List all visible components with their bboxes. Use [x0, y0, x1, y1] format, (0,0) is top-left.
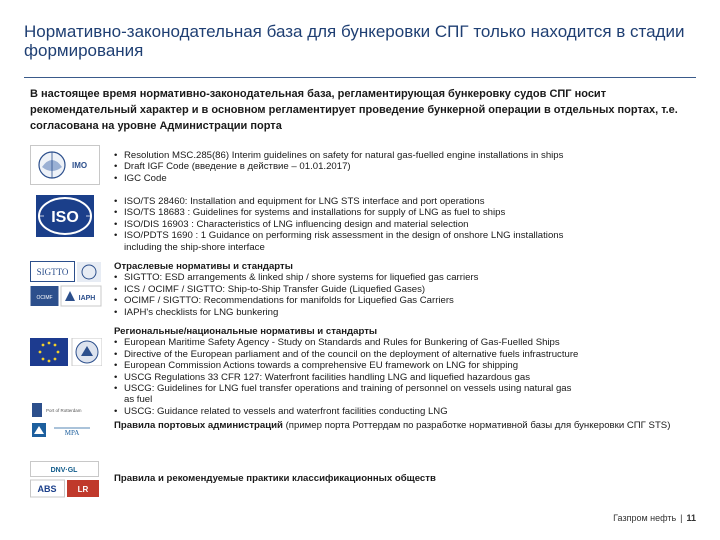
list-item: • IAPH's checklists for LNG bunkering [114, 307, 700, 318]
list-item: • Directive of the European parliament and of the council on the deployment of alternative fuels infrastructure [114, 349, 700, 360]
ports-section [30, 401, 700, 447]
list-item: • Resolution MSC.285(86) Interim guidelines on safety for natural gas-fuelled engine installations in ships [114, 150, 700, 161]
iso-list [114, 196, 700, 253]
list-item: • ISO/PDTS 1690 : 1 Guidance on performing risk assessment in the design of onshore LNG installations [114, 230, 700, 241]
list-item: • ISO/TS 28460: Installation and equipment for LNG STS interface and port operations [114, 196, 700, 207]
list-item: • IGC Code [114, 173, 700, 184]
class-logos [30, 461, 102, 499]
ports-heading: Правила портовых администраций [114, 420, 283, 431]
class-section [30, 461, 700, 501]
dnvgl-logo-label: DNV·GL [50, 467, 78, 474]
mpa-logo-label: MPA [64, 429, 80, 437]
imo-text [114, 150, 700, 184]
industry-heading: Отраслевые нормативы и стандарты [114, 261, 293, 272]
ports-text [114, 420, 700, 431]
imo-section [30, 145, 700, 191]
list-item: • ICS / OCIMF / SIGTTO: Ship-to-Ship Transfer Guide (Liquefied Gases) [114, 284, 700, 295]
sigtto-logo-label: SIGTTO [36, 267, 69, 277]
list-item-continuation: as fuel [124, 394, 153, 406]
list-item-continuation: including the ship-shore interface [124, 241, 265, 253]
iso-text [114, 196, 700, 253]
imo-logo-label: IMO [72, 161, 88, 170]
lr-logo-label: LR [77, 485, 89, 494]
iso-logo-label: ISO [51, 209, 79, 226]
ports-paragraph [114, 420, 700, 431]
list-item: • ISO/DIS 16903 : Characteristics of LNG influencing design and material selection [114, 219, 700, 230]
rotterdam-logo-label: Port of Rotterdam [46, 408, 82, 413]
iaph-logo-label: IAPH [78, 295, 96, 302]
list-item: • SIGTTO: ESD arrangements & linked ship / shore systems for liquefied gas carriers [114, 272, 700, 283]
imo-list [114, 150, 700, 184]
list-item: • European Commission Actions towards a comprehensive EU framework on LNG for shipping [114, 360, 700, 371]
iso-logo [30, 194, 100, 238]
page-title: Нормативно-законодательная база для бункеровки СПГ только находится в стадии формирования [24, 22, 685, 60]
industry-list [114, 272, 700, 318]
ports-logos [30, 401, 102, 443]
list-item: • ISO/TS 18683 : Guidelines for systems and installations for supply of LNG as fuel to ships [114, 207, 700, 218]
class-heading: Правила и рекомендуемые практики классификационных обществ [114, 473, 436, 484]
page-number: 11 [686, 513, 696, 523]
ocimf-logo-label: OCIMF [36, 295, 53, 301]
list-item: • USCG Regulations 33 CFR 127: Waterfront facilities handling LNG and liquefied hazardous gas [114, 372, 700, 383]
iso-section [30, 194, 700, 254]
page-footer [613, 513, 696, 523]
imo-logo [30, 145, 100, 185]
list-item: • OCIMF / SIGTTO: Recommendations for manifolds for Liquefied Gas Carriers [114, 295, 700, 306]
title-divider [24, 77, 696, 78]
footer-company: Газпром нефть [613, 513, 677, 523]
industry-section [30, 258, 700, 324]
abs-logo-label: ABS [37, 484, 57, 494]
regional-logos [30, 338, 102, 366]
list-item: • Draft IGF Code (введение в действие – 01.01.2017) [114, 161, 700, 172]
list-item: • USCG: Guidelines for LNG fuel transfer operations and training of personnel on vessels using natural gas [114, 383, 700, 394]
industry-text [114, 261, 700, 318]
intro-paragraph: В настоящее время нормативно-законодательная база, регламентирующая бункеровку судов СПГ носит рекомендательный характер и в основном регламентирует проведение бункерной операции в отдельных портах, т.е. согласована на уровне Администрации порта [30, 88, 678, 132]
industry-logos [30, 261, 102, 307]
class-text [114, 473, 700, 484]
footer-separator: | [680, 513, 683, 523]
ports-description: (пример порта Роттердам по разработке нормативной базы для бункеровки СПГ STS) [282, 420, 671, 431]
regional-heading: Региональные/национальные нормативы и стандарты [114, 326, 378, 337]
list-item: • European Maritime Safety Agency - Study on Standards and Rules for Bunkering of Gas-Fuelled Ships [114, 337, 700, 348]
list-item: • USCG: Guidance related to vessels and waterfront facilities conducting LNG [114, 406, 700, 417]
